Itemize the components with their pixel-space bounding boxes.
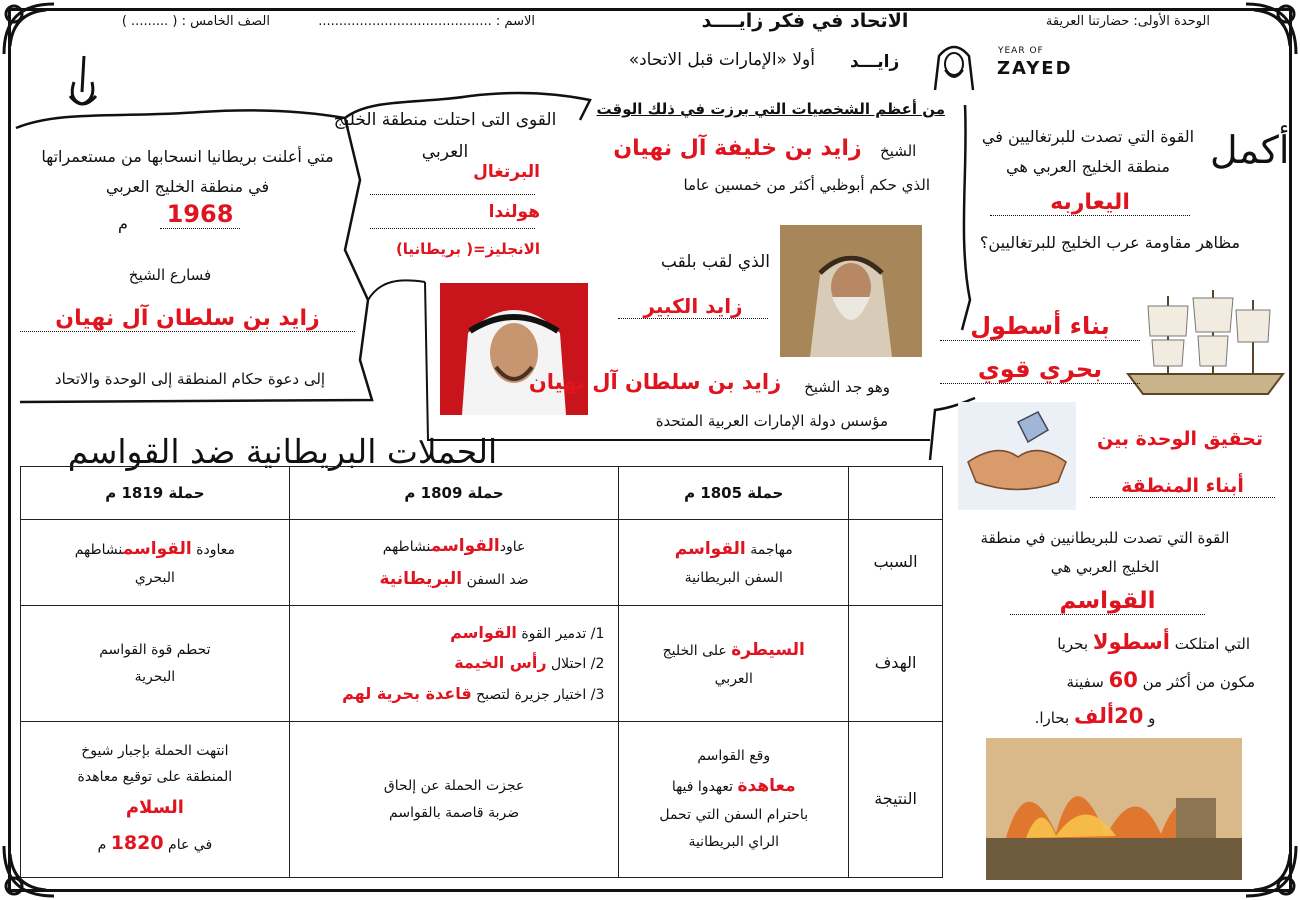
cell-text: نشاطهم [74, 542, 123, 559]
answer-fleet: أسطولا [1092, 630, 1170, 654]
table-row [21, 606, 943, 722]
cell-text: المنطقة على توقيع معاهدة [77, 769, 233, 786]
answer-zayed-bin-sultan: زايد بن سلطان آل نهيان [528, 370, 782, 394]
cell-text: عاود [499, 539, 526, 556]
answer-cell: القواسم [122, 539, 192, 560]
answer-cell: السلام [125, 796, 184, 818]
grandfather-text: وهو جد الشيخ [804, 378, 890, 396]
answer-zayed-bin-sultan-left: زايد بن سلطان آل نهيان [20, 306, 355, 332]
class-field: الصف الخامس : ( ......... ) [121, 14, 270, 29]
complete-label: أكمل [1210, 128, 1290, 172]
answer-line [370, 194, 535, 195]
cell-1809-reason [289, 520, 619, 606]
zayed-logo-text: زايـــد [850, 52, 900, 72]
cell-text: معاودة [196, 542, 235, 559]
sailing-ship-image [1118, 286, 1293, 404]
campaigns-title: الحملات البريطانية ضد القواسم [67, 432, 498, 471]
zayed-the-great-portrait [780, 225, 922, 357]
answer-zayed-bin-khalifa: زايد بن خليفة آل نهيان [613, 136, 862, 161]
header-campaign-1819: حملة 1819 م [21, 467, 290, 520]
cell-text: العربي [714, 671, 753, 688]
table-header-row [21, 467, 943, 520]
uae-founder-text: مؤسس دولة الإمارات العربية المتحدة [655, 412, 888, 430]
answer-qawasim: القواسم [1010, 588, 1205, 615]
cell-text: السفن البريطانية [684, 570, 783, 587]
answer-strong-navy: بحري قوي [940, 355, 1140, 384]
nicknamed-text: الذي لقب بلقب [660, 252, 770, 272]
cell-text: ضربة قاصمة بالقواسم [389, 804, 520, 821]
header-campaign-1809: حملة 1809 م [289, 467, 619, 520]
portrait-zayed-the-great-icon [780, 225, 922, 357]
table-header-corner [849, 467, 943, 520]
cell-text: في عام [168, 837, 213, 854]
answer-ship-count: 60 [1108, 668, 1138, 692]
cell-1805-goal [619, 606, 849, 722]
cell-text: 3/ اختيار جزيرة لتصبح [476, 686, 605, 703]
row-label-result: النتيجة [849, 722, 943, 878]
fleet-text-ship: سفينة [1066, 673, 1104, 691]
answer-year-1968: 1968 [160, 200, 240, 229]
fleet-text-owned: التي امتلكت [1174, 635, 1250, 653]
answer-portugal: البرتغال [473, 162, 540, 182]
section-title: أولا «الإمارات قبل الاتحاد» [628, 50, 815, 70]
answer-netherlands: هولندا [488, 202, 540, 222]
cell-text: على الخليج [662, 643, 727, 660]
cell-text: البحري [134, 570, 175, 587]
sheikh-label: الشيخ [880, 142, 917, 160]
answer-cell: 1820 [110, 832, 164, 855]
rushed-sheikh-text: فسارع الشيخ [128, 266, 212, 284]
cell-1819-result [21, 722, 290, 878]
year-of-label: YEAR OF [998, 46, 1044, 56]
cell-1805-result [619, 722, 849, 878]
fleet-text-and: و [1148, 709, 1156, 727]
answer-yaaribah: اليعاربه [990, 190, 1190, 216]
answer-line [370, 228, 535, 229]
portrait-sheikh-zayed-icon [440, 283, 588, 415]
fleet-sentence-line1 [970, 630, 1250, 654]
fleet-text-naval: بحريا [1057, 635, 1089, 653]
answer-achieve-unity: تحقيق الوحدة بين [1096, 428, 1264, 450]
answer-cell: قاعدة بحرية لهم [342, 683, 472, 703]
answer-cell: معاهدة [737, 776, 796, 797]
fleet-sentence-line2 [965, 668, 1255, 692]
cell-text: تحطم قوة القواسم [99, 641, 211, 658]
unit-label: الوحدة الأولى: حضارتنا العريقة [1045, 14, 1210, 29]
ship-icon [1118, 286, 1293, 404]
answer-cell: القواسم [450, 622, 517, 642]
cell-text: 1/ تدمير القوة [521, 625, 605, 642]
corner-ornament-icon [1242, 842, 1300, 900]
cell-text: عجزت الحملة عن إلحاق [383, 777, 525, 794]
cell-text: البحرية [134, 668, 176, 685]
cell-text: 2/ احتلال [551, 656, 605, 673]
question-british-resistance: القوة التي تصدت للبريطانيين في منطقة الخليج العربي هي [980, 529, 1230, 576]
answer-cell: البريطانية [379, 568, 463, 589]
fleet-text-sailors: بحارا. [1034, 709, 1070, 727]
answer-cell: السيطرة [731, 640, 805, 661]
burning-ships-icon [986, 738, 1242, 880]
row-label-reason: السبب [849, 520, 943, 606]
table-row [21, 520, 943, 606]
unity-hands-image [958, 402, 1076, 510]
battle-painting-image [986, 738, 1242, 880]
question-resistance-aspects: مظاهر مقاومة عرب الخليج للبرتغاليين؟ [979, 233, 1241, 252]
cell-1805-reason [619, 520, 849, 606]
cell-text: م [97, 837, 107, 854]
great-figures-heading: من أعظم الشخصيات التي برزت في ذلك الوقت [596, 100, 945, 118]
cell-text: تعهدوا فيها [671, 779, 734, 796]
student-name-field: الاسم : .......................................... [318, 14, 535, 29]
ruled-abudhabi-text: الذي حكم أبوظبي أكثر من خمسين عاما [683, 176, 930, 194]
year-suffix: م [118, 214, 128, 233]
sheikh-zayed-portrait [440, 283, 588, 415]
cell-text: مهاجمة [750, 542, 793, 559]
handshake-icon [958, 402, 1076, 510]
fleet-text-more-than: مكون من أكثر من [1142, 673, 1255, 691]
cell-1819-goal [21, 606, 290, 722]
answer-cell: القواسم [430, 536, 500, 557]
withdrawal-question: متي أعلنت بريطانيا انسحابها من مستعمراتها في منطقة الخليج العربي [41, 147, 334, 197]
table-row [21, 722, 943, 878]
question-portuguese-resistance: القوة التي تصدت للبرتغاليين في منطقة الخليج العربي هي [981, 127, 1195, 177]
cell-text: نشاطهم [382, 539, 431, 556]
answer-cell: القواسم [674, 539, 746, 560]
answer-build-fleet: بناء أسطول [940, 312, 1140, 341]
cell-text: باحترام السفن التي تحمل [659, 807, 809, 824]
campaigns-table [20, 466, 943, 878]
cell-1809-goal [289, 606, 619, 722]
row-label-goal: الهدف [849, 606, 943, 722]
occupying-powers-heading: القوى التى احتلت منطقة الخليج العربي [333, 110, 557, 163]
cell-1809-result [289, 722, 619, 878]
answer-britain: الانجليز=( بريطانيا) [395, 240, 540, 258]
answer-region-people: أبناء المنطقة [1090, 475, 1275, 498]
unity-call-text: إلى دعوة حكام المنطقة إلى الوحدة والاتحاد [54, 370, 326, 388]
cell-1819-reason [21, 520, 290, 606]
page-title: الاتحاد في فكر زايــــد [701, 10, 909, 32]
zayed-en-label: ZAYED [997, 58, 1073, 79]
cell-text: وقع القواسم [697, 748, 771, 765]
cell-text: ضد السفن [466, 571, 529, 588]
cell-text: الراي البريطانية [688, 833, 780, 850]
answer-sailor-count: 20ألف [1074, 704, 1144, 728]
header-campaign-1805: حملة 1805 م [619, 467, 849, 520]
cell-text: انتهت الحملة بإجبار شيوخ [81, 742, 229, 759]
answer-zayed-the-great: زايد الكبير [618, 294, 768, 319]
answer-cell: رأس الخيمة [454, 653, 547, 673]
fleet-sentence-line3 [1030, 704, 1160, 728]
